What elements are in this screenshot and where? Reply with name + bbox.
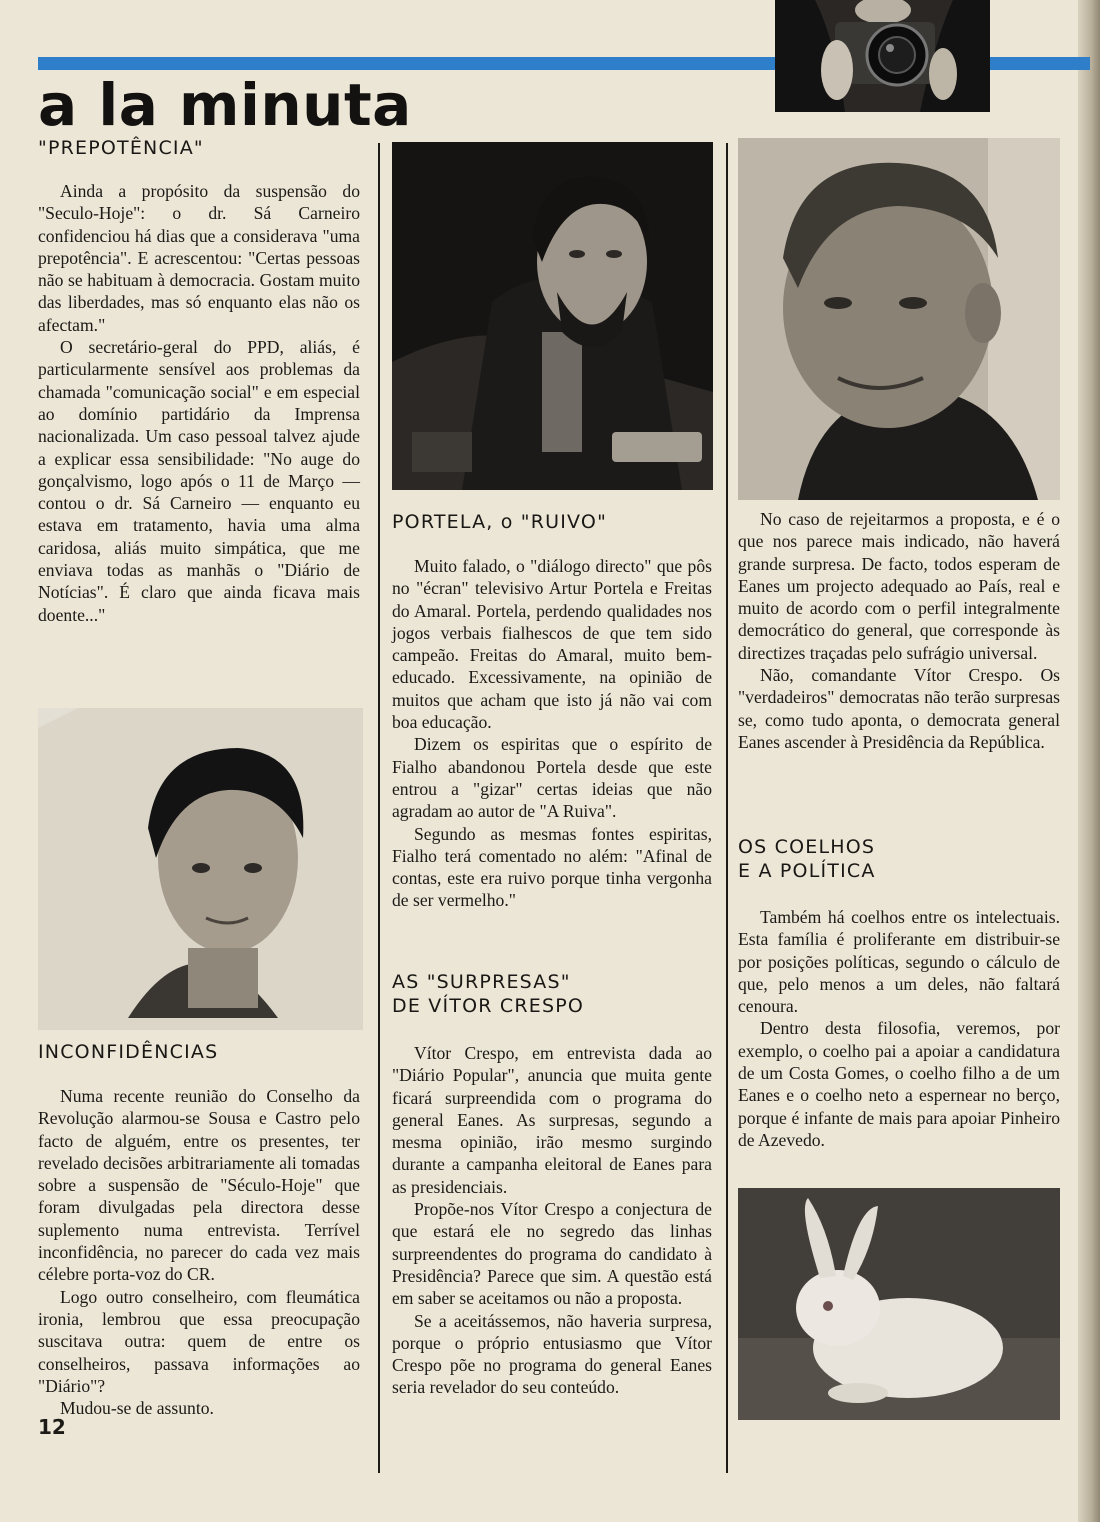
title-line: DE VÍTOR CRESPO [392,995,585,1017]
column-divider [378,143,380,1473]
paragraph: No caso de rejeitarmos a proposta, e é o que nos parece mais indicado, não haverá grande surpresa. De facto, todos esperam de Eanes um projecto adequado ao País, real e muito de acordo com o perfil integralmente democrático do general, que corresponde às directizes traçadas pelo sufrágio universal. [738,509,1060,663]
older-man-photo [738,138,1060,500]
article-title [738,835,876,883]
paragraph: Se a aceitássemos, não haveria surpresa, porque o próprio entusiasmo que Vítor Crespo põe no programa do general Eanes seria revelador do seu conteúdo. [392,1310,712,1398]
article-body [38,180,360,626]
page-number: 12 [38,1415,66,1439]
page-edge [1078,0,1100,1522]
column-divider [726,143,728,1473]
article-body [738,906,1060,1151]
bearded-man-photo [392,142,713,490]
article-title: "PREPOTÊNCIA" [38,137,204,159]
paragraph: O secretário-geral do PPD, aliás, é particularmente sensível aos problemas da chamada "comunicação social" e em especial ao domínio partidário da Imprensa nacionalizada. Um caso pessoal talvez ajude a explicar essa sensibilidade: "No auge do gonçalvismo, logo após o 11 de Março — contou o dr. Sá Carneiro — enquanto eu estava em tratamento, havia uma alma caridosa, aliás muito simpática, que me enviava todas as manhãs o "Diário de Notícias". É claro que ainda ficava mais doente..." [38,337,360,625]
paragraph: Segundo as mesmas fontes espiritas, Fialho terá comentado no além: "Afinal de contas, este era ruivo porque tinha vergonha de ser vermelho." [392,823,712,911]
paragraph: Mudou-se de assunto. [60,1398,214,1419]
rabbit-photo [738,1188,1060,1420]
paragraph: Numa recente reunião do Conselho da Revolução alarmou-se Sousa e Castro pelo facto de alguém, entre os presentes, ter revelado decisões arbitrariamente ali tomadas sobre a suspensão de "Século-Hoje" que foram divulgadas pela directora desse suplemento numa entrevista. Terrível inconfidência, no parecer do cada vez mais célebre porta-voz do CR. [38,1086,360,1285]
paragraph: Dizem os espiritas que o espírito de Fialho abandonou Portela desde que este entrou a "gizar" certas ideias que não agradam ao autor de "A Ruiva". [392,734,712,822]
title-line: E A POLÍTICA [738,860,876,882]
camera-woman-photo [775,0,990,112]
article-body [38,1085,360,1419]
paragraph: Dentro desta filosofia, veremos, por exemplo, o coelho pai a apoiar a candidatura de um Costa Gomes, o coelho filho a de um Eanes e o coelho neto a espernear no berço, porque é infante de mais para apoiar Pinheiro de Azevedo. [738,1018,1060,1150]
paragraph: Logo outro conselheiro, com fleumática ironia, lembrou que essa preocupação suscitava outra: quem de entre os conselheiros, passava informações ao "Diário"? [38,1286,360,1396]
masthead-title: a la minuta [38,71,412,139]
article-body [392,555,712,912]
paragraph: Muito falado, o "diálogo directo" que pôs no "écran" televisivo Artur Portela e Freitas do Amaral. Portela, perdendo qualidades nos jogos verbais fialhescos de que tem sido campeão. Freitas do Amaral, muito bem-educado. Excessivamente, na opinião de muitos que acham que isto já não vai com boa educação. [392,556,712,733]
paragraph: Vítor Crespo, em entrevista dada ao "Diário Popular", anuncia que muita gente ficará surpreendida com o programa do general Eanes. As surpresas, segundo a mesma opinião, irão mesmo surgindo durante a campanha eleitoral de Eanes para as presidenciais. [392,1043,712,1197]
article-title: PORTELA, o "RUIVO" [392,511,608,533]
article-body [392,1042,712,1399]
title-line: OS COELHOS [738,836,876,858]
paragraph: Ainda a propósito da suspensão do "Seculo-Hoje": o dr. Sá Carneiro confidenciou há dias que a considerava "uma prepotência". E acrescentou: "Certas pessoas não se habituam à democracia. Gostam muito das liberdades, mas só enquanto elas não os afectam." [38,181,360,335]
article-title [392,970,584,1018]
article-body [738,508,1060,753]
paragraph: Propõe-nos Vítor Crespo a conjectura de que estará ele no segredo das linhas surpreendentes do programa do candidato à Presidência? Parece que sim. A questão está em saber se aceitamos ou não a proposta. [392,1199,712,1309]
article-title: INCONFIDÊNCIAS [38,1041,219,1063]
paragraph: Não, comandante Vítor Crespo. Os "verdadeiros" democratas não terão surpresas se, como tudo aponta, o democrata general Eanes ascender à Presidência da República. [738,665,1060,752]
young-man-photo [38,708,363,1030]
paragraph: Também há coelhos entre os intelectuais. Esta família é proliferante em distribuir-se por posições políticas, segundo o cálculo de que, pelo menos a um deles, não faltará cenoura. [738,907,1060,1017]
title-line: AS "SURPRESAS" [392,971,571,993]
